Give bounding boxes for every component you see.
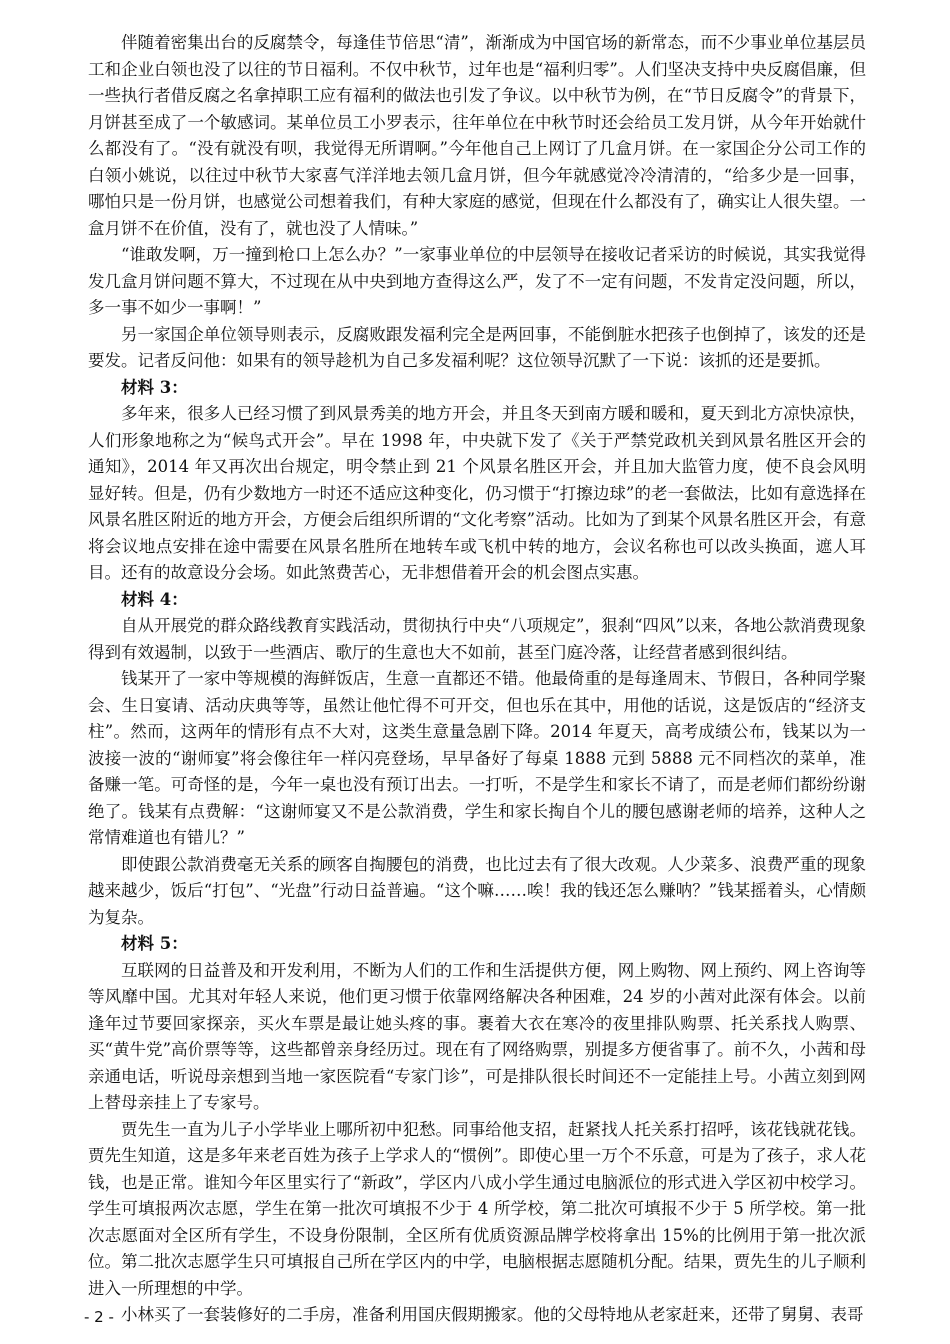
page-number: - 2 -: [84, 1308, 114, 1326]
paragraph: 小林买了一套装修好的二手房，准备利用国庆假期搬家。他的父母特地从老家赶来，还带了舅舅、表哥: [121, 1305, 864, 1324]
paragraph: 多年来，很多人已经习惯了到风景秀美的地方开会，并且冬天到南方暖和暖和，夏天到北方凉快凉快，人们形象地称之为“候鸟式开会”。早在 1998 年，中央就下发了《关于严禁党政机关到风景名胜区开会的通知》，2014 年又再次出台规定，明令禁止到 21 个风景名胜区开会，并且加大监管力度，使不良会风明显好转。但是，仍有少数地方一时还不适应这种变化，仍习惯于“打擦边球”的老一套做法，比如有意选择在风景名胜区附近的地方开会，方便会后组织所谓的“文化考察”活动。比如为了到某个风景名胜区开会，有意将会议地点安排在途中需要在风景名胜所在地转车或飞机中转的地方，会议名称也可以改头换面，遮人耳目。还有的故意设分会场。如此煞费苦心，无非想借着开会的机会图点实惠。: [88, 404, 866, 582]
material-3-heading: 材料 3：: [121, 377, 188, 397]
material-5-heading: 材料 5：: [121, 934, 188, 953]
paragraph: 贾先生一直为儿子小学毕业上哪所初中犯愁。同事给他支招，赶紧找人托关系打招呼，该花钱就花钱。贾先生知道，这是多年来老百姓为孩子上学求人的“惯例”。即使心里一万个不乐意，可是为了孩子，求人花钱，也是正常。谁知今年区里实行了“新政”，学区内八成小学生通过电脑派位的形式进入学区初中校学习。学生可填报两次志愿，学生在第一批次可填报不少于 4 所学校，第二批次可填报不少于 5 所学校。第一批次志愿面对全区所有学生，不设身份限制，全区所有优质资源品牌学校将拿出 15%的比例用于第一批次派位。第二批次志愿学生只可填报自己所在学区内的中学，电脑根据志愿随机分配。结果，贾先生的儿子顺利进入一所理想的中学。: [88, 1119, 866, 1298]
paragraph: “谁敢发啊，万一撞到枪口上怎么办？”一家事业单位的中层领导在接收记者采访的时候说，其实我觉得发几盒月饼问题不算大，不过现在从中央到地方查得这么严，发了不一定有问题，不发肯定没问题，所以，多一事不如少一事啊！”: [88, 245, 866, 317]
paragraph: 伴随着密集出台的反腐禁令，每逢佳节倍思“清”，渐渐成为中国官场的新常态，而不少事业单位基层员工和企业白领也没了以往的节日福利。不仅中秋节，过年也是“福利归零”。人们坚决支持中央反腐倡廉，但一些执行者借反腐之名拿掉职工应有福利的做法也引发了争议。以中秋节为例，在“节日反腐令”的背景下，月饼甚至成了一个敏感词。某单位员工小罗表示，往年单位在中秋节时还会给员工发月饼，从今年开始就什么都没有了。“没有就没有呗，我觉得无所谓啊。”今年他自己上网订了几盒月饼。在一家国企分公司工作的白领小姚说，以往过中秋节大家喜气洋洋地去领几盒月饼，但今年就感觉冷冷清清的，“给多少是一回事，哪怕只是一份月饼，也感觉公司想着我们，有种大家庭的感觉，但现在什么都没有了，确实让人很失望。一盒月饼不在价值，没有了，就也没了人情味。”: [88, 33, 866, 238]
paragraph: 即使跟公款消费毫无关系的顾客自掏腰包的消费，也比过去有了很大改观。人少菜多、浪费严重的现象越来越少，饭后“打包”、“光盘”行动日益普遍。“这个嘛……唉！我的钱还怎么赚呐？”钱某摇着头，心情颇为复杂。: [88, 854, 866, 927]
paragraph: 自从开展党的群众路线教育实践活动，贯彻执行中央“八项规定”，狠刹“四风”以来，各地公款消费现象得到有效遏制，以致于一些酒店、歌厅的生意也大不如前，甚至门庭冷落，让经营者感到很纠结。: [88, 616, 866, 662]
paragraph: 另一家国企单位领导则表示，反腐败跟发福利完全是两回事，不能倒脏水把孩子也倒掉了，该发的还是要发。记者反问他：如果有的领导趁机为自己多发福利呢？这位领导沉默了一下说：该抓的还是要抓。: [88, 324, 866, 370]
paragraph: 钱某开了一家中等规模的海鲜饭店，生意一直都还不错。他最倚重的是每逢周末、节假日，各种同学聚会、生日宴请、活动庆典等等，虽然让他忙得不可开交，但也乐在其中，用他的话说，这是饭店的“经济支柱”。然而，这两年的情形有点不大对，这类生意量急剧下降。2014 年夏天，高考成绩公布，钱某以为一波接一波的“谢师宴”将会像往年一样闪亮登场，早早备好了每桌 1888 元到 5888 元不同档次的菜单，准备赚一笔。可奇怪的是，今年一桌也没有预订出去。一打听，不是学生和家长不请了，而是老师们都纷纷谢绝了。钱某有点费解：“这谢师宴又不是公款消费，学生和家长掏自个儿的腰包感谢老师的培养，这种人之常情难道也有错儿？”: [88, 669, 866, 847]
paragraph: 互联网的日益普及和开发利用，不断为人们的工作和生活提供方便，网上购物、网上预约、网上咨询等等风靡中国。尤其对年轻人来说，他们更习惯于依靠网络解决各种困难，24 岁的小茜对此深有体会。以前逢年过节要回家探亲，买火车票是最让她头疼的事。裹着大衣在寒冷的夜里排队购票、托关系找人购票、买“黄牛党”高价票等等，这些都曾亲身经历过。现在有了网络购票，别提多方便省事了。前不久，小茜和母亲通电话，听说母亲想到当地一家医院看“专家门诊”，可是排队很长时间还不一定能挂上号。小茜立刻到网上替母亲挂上了专家号。: [88, 960, 866, 1112]
document-body: [88, 30, 866, 1329]
material-4-heading: 材料 4：: [121, 589, 188, 609]
